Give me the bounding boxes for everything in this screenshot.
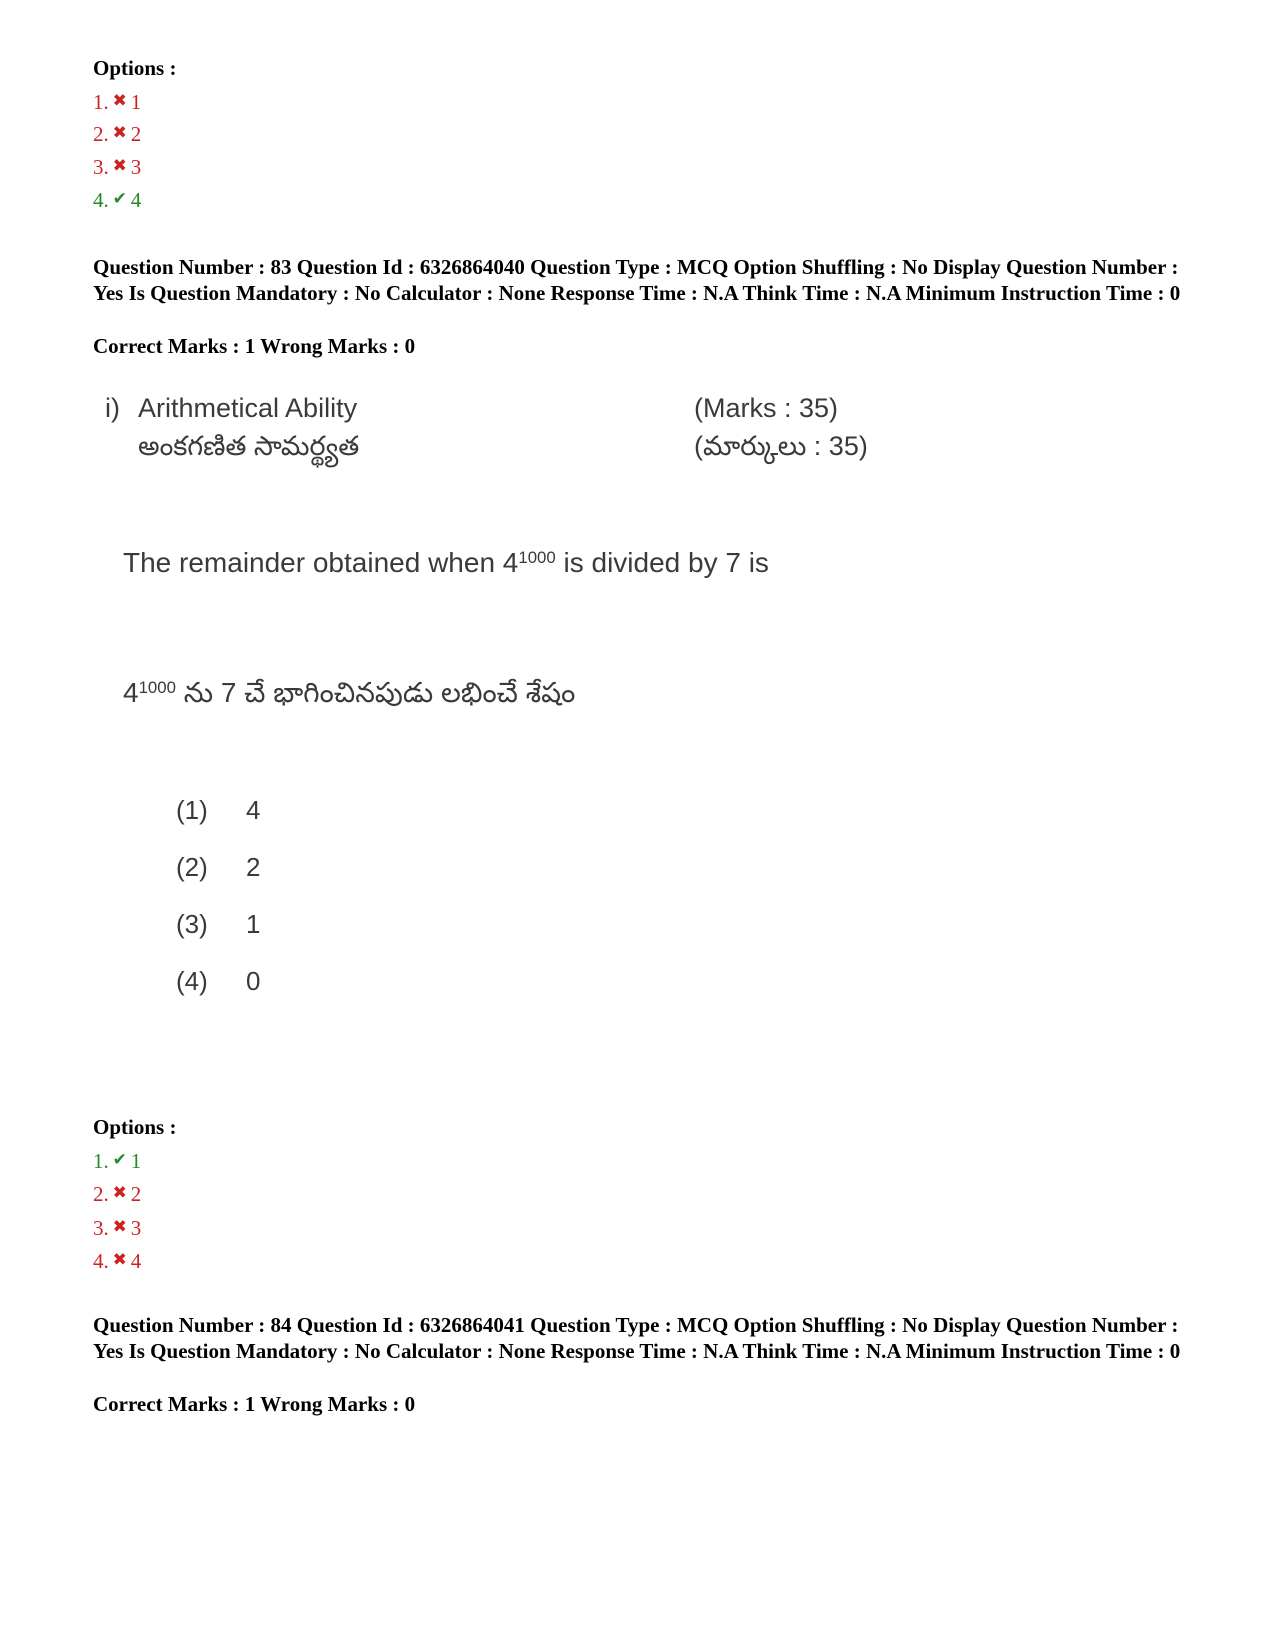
option-item	[93, 1245, 141, 1275]
choice-label: (1)	[176, 795, 208, 825]
cross-icon: ✖	[112, 156, 127, 175]
option-value: 1	[130, 90, 142, 114]
question-text-english: The remainder obtained when $4^{1000}$ is divided by 7 is	[123, 547, 769, 578]
choice-label: (3)	[176, 909, 208, 939]
option-item	[93, 1145, 141, 1175]
question-meta: Question Number : 84 Question Id : 6326864041 Question Type : MCQ Option Shuffling : No Display Question Number : Yes Is Question Mandatory : No Calculator : None Response Time : N.A Think Time : N.A Minimum Instruction Time : 0	[93, 1313, 1181, 1363]
cross-icon: ✖	[112, 123, 127, 142]
option-item	[93, 1178, 141, 1208]
option-number: 4.	[93, 188, 109, 212]
cross-icon: ✖	[112, 91, 127, 110]
option-value: 4	[130, 188, 142, 212]
question-meta: Question Number : 83 Question Id : 6326864040 Question Type : MCQ Option Shuffling : No Display Question Number : Yes Is Question Mandatory : No Calculator : None Response Time : N.A Think Time : N.A Minimum Instruction Time : 0	[93, 255, 1181, 305]
option-value: 3	[130, 155, 142, 179]
choice-value: 4	[246, 795, 261, 825]
option-number: 1.	[93, 1149, 109, 1173]
cross-icon: ✖	[112, 1250, 127, 1269]
exponent: 1000	[518, 547, 556, 567]
option-item	[93, 86, 141, 116]
option-number: 2.	[93, 1182, 109, 1206]
cross-icon: ✖	[112, 1183, 127, 1202]
options-heading: Options :	[93, 1115, 177, 1139]
option-number: 1.	[93, 90, 109, 114]
section-prefix: i)	[105, 393, 120, 423]
checkmark-icon: ✔	[112, 1150, 127, 1169]
section-title-english: Arithmetical Ability	[138, 393, 358, 423]
section-marks-english: (Marks : 35)	[694, 393, 839, 423]
choice-value: 0	[246, 966, 261, 996]
choice-label: (2)	[176, 852, 208, 882]
question-marks: Correct Marks : 1 Wrong Marks : 0	[93, 1392, 416, 1416]
options-heading: Options :	[93, 56, 177, 80]
option-item	[93, 184, 141, 214]
option-number: 4.	[93, 1249, 109, 1273]
cross-icon: ✖	[112, 1217, 127, 1236]
option-value: 2	[130, 1182, 142, 1206]
option-number: 3.	[93, 155, 109, 179]
section-marks-telugu: (మార్కులు : 35)	[694, 431, 868, 461]
option-number: 3.	[93, 1216, 109, 1240]
option-value: 4	[130, 1249, 142, 1273]
option-item	[93, 118, 141, 148]
option-value: 3	[130, 1216, 142, 1240]
choice-value: 2	[246, 852, 261, 882]
option-item	[93, 1212, 141, 1242]
question-marks: Correct Marks : 1 Wrong Marks : 0	[93, 334, 416, 358]
checkmark-icon: ✔	[112, 189, 127, 208]
question-text-telugu: $4^{1000}$ ను 7 చే భాగించినపుడు లభించే శేషం	[123, 677, 576, 708]
option-number: 2.	[93, 122, 109, 146]
choice-value: 1	[246, 909, 261, 939]
option-value: 2	[130, 122, 142, 146]
section-title-telugu: అంకగణిత సామర్థ్యత	[138, 431, 360, 461]
choice-label: (4)	[176, 966, 208, 996]
option-item	[93, 151, 141, 181]
exponent: 1000	[138, 677, 176, 697]
option-value: 1	[130, 1149, 142, 1173]
